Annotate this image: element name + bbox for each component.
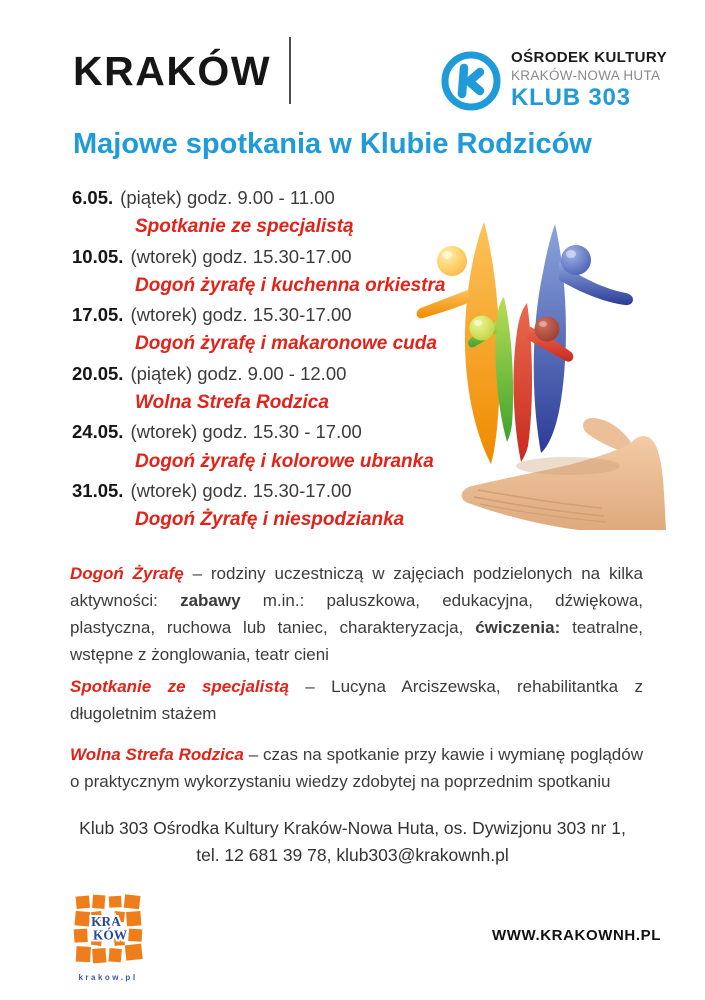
schedule-entry (72, 476, 445, 535)
event-time: (wtorek) godz. 15.30-17.00 (130, 479, 352, 501)
event-date: 20.05. (72, 362, 124, 384)
header-divider (289, 37, 291, 104)
schedule-entry (72, 359, 445, 418)
schedule-list (72, 183, 445, 535)
paragraph-lead: Wolna Strefa Rodzica (70, 745, 244, 764)
event-name: Wolna Strefa Rodzica (135, 392, 329, 414)
event-time: (wtorek) godz. 15.30-17.00 (130, 304, 352, 326)
event-name: Dogoń żyrafę i kolorowe ubranka (135, 450, 434, 472)
event-time: (piątek) godz. 9.00 - 12.00 (130, 362, 347, 384)
event-date: 17.05. (72, 304, 124, 326)
krakow-pl-logo (70, 892, 146, 982)
event-time: (piątek) godz. 9.00 - 11.00 (120, 187, 335, 208)
description-spotkanie (70, 673, 643, 727)
klub303-logo-text (511, 49, 667, 112)
paragraph-text: teatralne, wstępne z żonglowania, teatr cieni (70, 618, 643, 664)
schedule-entry (72, 183, 445, 242)
paragraph-lead: Spotkanie ze specjalistą (70, 677, 289, 696)
event-date: 6.05. (72, 187, 114, 208)
contact-phone-email: tel. 12 681 39 78, klub303@krakownh.pl (196, 845, 509, 865)
website-url: WWW.KRAKOWNH.PL (492, 927, 661, 944)
club-district: KRAKÓW-NOWA HUTA (511, 68, 661, 83)
paragraph-text: – czas na spotkanie przy kawie i wymianę poglądów o praktycznym wykorzystaniu wiedzy zdobytej na poprzednim spotkaniu (70, 745, 643, 791)
paragraph-lead: Dogoń Żyrafę (70, 564, 184, 583)
mosaic-text-bottom: KÓW (92, 927, 128, 943)
event-name: Spotkanie ze specjalistą (135, 216, 354, 238)
krakow-city-logo: KRAKÓW (73, 48, 272, 94)
krakow-mosaic-icon (71, 892, 145, 966)
krakow-pl-url: krakow.pl (78, 973, 138, 982)
description-wolna-strefa (70, 741, 643, 795)
club-name: OŚRODEK KULTURY (511, 49, 667, 66)
family-figures-icon (408, 200, 668, 530)
event-name: Dogoń żyrafę i makaronowe cuda (135, 333, 437, 355)
paragraph-text: – rodziny uczestniczą w zajęciach podzielonych na kilka aktywności: (70, 564, 643, 610)
klub303-logo (441, 49, 667, 112)
schedule-entry (72, 300, 445, 359)
event-date: 24.05. (72, 421, 124, 443)
schedule-entry (72, 242, 445, 301)
k-circle-icon (441, 51, 501, 111)
club-number: KLUB 303 (511, 84, 631, 111)
description-dogon-zyrafe (70, 560, 643, 668)
contact-info (0, 815, 705, 869)
paragraph-text: m.in.: paluszkowa, edukacyjna, dźwiękowa, plastyczna, ruchowa lub taniec, charakteryzacja, (70, 591, 644, 637)
event-date: 10.05. (72, 245, 124, 267)
paragraph-text: – Lucyna Arciszewska, rehabilitantka z długoletnim stażem (70, 677, 643, 723)
paragraph-bold: ćwiczenia: (475, 618, 561, 637)
paragraph-bold: zabawy (180, 591, 241, 610)
contact-address: Klub 303 Ośrodka Kultury Kraków-Nowa Huta, os. Dywizjonu 303 nr 1, (79, 818, 626, 838)
schedule-entry (72, 417, 445, 476)
event-time: (wtorek) godz. 15.30 - 17.00 (130, 421, 362, 443)
page-title: Majowe spotkania w Klubie Rodziców (73, 128, 592, 160)
event-date: 31.05. (72, 479, 124, 501)
event-name: Dogoń żyrafę i kuchenna orkiestra (135, 274, 446, 296)
mosaic-text-top: KRA (91, 913, 121, 929)
event-time: (wtorek) godz. 15.30-17.00 (130, 245, 352, 267)
event-name: Dogoń Żyrafę i niespodzianka (135, 509, 405, 531)
family-hand-illustration (408, 200, 668, 530)
